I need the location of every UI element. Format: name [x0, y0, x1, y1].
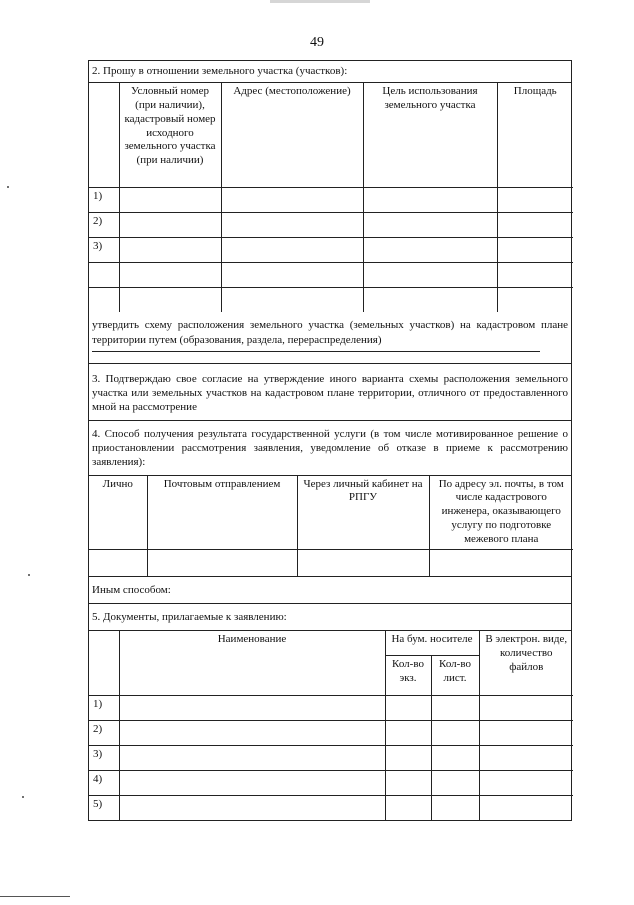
- sheets-cell[interactable]: [431, 770, 479, 795]
- header-document-name: Наименование: [119, 631, 385, 695]
- purpose-cell[interactable]: [363, 237, 497, 262]
- section-2-title: 2. Прошу в отношении земельного участка (участков):: [88, 60, 572, 83]
- area-cell[interactable]: [497, 287, 573, 312]
- sheets-cell[interactable]: [431, 795, 479, 820]
- copies-cell[interactable]: [385, 795, 431, 820]
- scan-artifact: [270, 0, 370, 3]
- table-row: [89, 695, 573, 720]
- page-number: 49: [310, 35, 324, 50]
- documents-header-row: [89, 631, 573, 655]
- header-empty-cell: [89, 631, 119, 695]
- delivery-method-table: [89, 476, 573, 576]
- cadastral-number-cell[interactable]: [119, 287, 221, 312]
- sheets-cell[interactable]: [431, 720, 479, 745]
- document-name-cell[interactable]: [119, 745, 385, 770]
- header-paper: На бум. носителе: [385, 631, 479, 655]
- purpose-cell[interactable]: [363, 212, 497, 237]
- rpgu-checkbox-cell[interactable]: [297, 550, 429, 576]
- documents-table-wrap: [88, 631, 572, 821]
- address-cell[interactable]: [221, 262, 363, 287]
- section-3-consent: 3. Подтверждаю свое согласие на утверждение иного варианта схемы расположения земельного участка или земельных участков на кадастровом плане территории, отличного от предоставленного мной на рассмотрение: [88, 364, 572, 421]
- delivery-header-row: [89, 476, 573, 550]
- other-method[interactable]: Иным способом:: [88, 576, 572, 604]
- row-number: 1): [89, 695, 119, 720]
- land-plot-table-wrap: [88, 83, 572, 312]
- address-cell[interactable]: [221, 212, 363, 237]
- cadastral-number-cell[interactable]: [119, 187, 221, 212]
- area-cell[interactable]: [497, 262, 573, 287]
- files-cell[interactable]: [479, 770, 573, 795]
- delivery-choice-row: [89, 550, 573, 576]
- section-5-title: 5. Документы, прилагаемые к заявлению:: [88, 604, 572, 631]
- purpose-cell[interactable]: [363, 262, 497, 287]
- copies-cell[interactable]: [385, 720, 431, 745]
- documents-table: [89, 631, 573, 820]
- row-number: 1): [89, 187, 119, 212]
- scan-speck: [22, 796, 24, 798]
- header-address: Адрес (местоположение): [221, 83, 363, 187]
- purpose-cell[interactable]: [363, 287, 497, 312]
- copies-cell[interactable]: [385, 770, 431, 795]
- header-copies: Кол-во экз.: [385, 655, 431, 695]
- sheets-cell[interactable]: [431, 695, 479, 720]
- approve-scheme-text: утвердить схему расположения земельного участка (земельных участков) на кадастровом плане территории путем (образования, раздела, перераспределения): [92, 319, 568, 346]
- document-name-cell[interactable]: [119, 795, 385, 820]
- document-name-cell[interactable]: [119, 695, 385, 720]
- option-in-person: Лично: [89, 476, 147, 550]
- table-row: [89, 745, 573, 770]
- files-cell[interactable]: [479, 720, 573, 745]
- header-cadastral-number: Условный номер (при наличии), кадастровый номер исходного земельного участка (при наличии): [119, 83, 221, 187]
- application-form: [88, 60, 572, 821]
- header-area: Площадь: [497, 83, 573, 187]
- option-email: По адресу эл. почты, в том числе кадастрового инженера, оказывающего услугу по подготовке межевого плана: [429, 476, 573, 550]
- purpose-cell[interactable]: [363, 187, 497, 212]
- copies-cell[interactable]: [385, 695, 431, 720]
- scan-edge-line: [0, 896, 70, 897]
- email-checkbox-cell[interactable]: [429, 550, 573, 576]
- option-rpgu-account: Через личный кабинет на РПГУ: [297, 476, 429, 550]
- area-cell[interactable]: [497, 212, 573, 237]
- row-number: 2): [89, 212, 119, 237]
- in-person-checkbox-cell[interactable]: [89, 550, 147, 576]
- approve-scheme-block: [88, 318, 572, 364]
- files-cell[interactable]: [479, 795, 573, 820]
- land-plot-header-row: [89, 83, 573, 187]
- header-sheets: Кол-во лист.: [431, 655, 479, 695]
- table-row: [89, 287, 573, 312]
- land-plot-table: [89, 83, 573, 312]
- files-cell[interactable]: [479, 695, 573, 720]
- cadastral-number-cell[interactable]: [119, 212, 221, 237]
- scan-speck: [7, 186, 9, 188]
- row-number: 3): [89, 237, 119, 262]
- row-number: 2): [89, 720, 119, 745]
- copies-cell[interactable]: [385, 745, 431, 770]
- sheets-cell[interactable]: [431, 745, 479, 770]
- area-cell[interactable]: [497, 187, 573, 212]
- table-row: [89, 720, 573, 745]
- row-number: [89, 262, 119, 287]
- option-by-mail: Почтовым отправлением: [147, 476, 297, 550]
- table-row: [89, 187, 573, 212]
- table-row: [89, 795, 573, 820]
- delivery-method-table-wrap: [88, 476, 572, 576]
- row-number: 3): [89, 745, 119, 770]
- document-name-cell[interactable]: [119, 770, 385, 795]
- cadastral-number-cell[interactable]: [119, 262, 221, 287]
- section-4-title: 4. Способ получения результата государственной услуги (в том числе мотивированное решение о приостановлении рассмотрения заявления, уведомление об отказе в приеме к рассмотрению заявления):: [88, 421, 572, 476]
- cadastral-number-cell[interactable]: [119, 237, 221, 262]
- table-row: [89, 770, 573, 795]
- table-row: [89, 237, 573, 262]
- address-cell[interactable]: [221, 287, 363, 312]
- table-row: [89, 212, 573, 237]
- scan-speck: [28, 574, 30, 576]
- header-empty-cell: [89, 83, 119, 187]
- row-number: 5): [89, 795, 119, 820]
- header-electronic: В электрон. виде, количество файлов: [479, 631, 573, 695]
- header-purpose: Цель использования земельного участка: [363, 83, 497, 187]
- row-number: [89, 287, 119, 312]
- address-cell[interactable]: [221, 187, 363, 212]
- files-cell[interactable]: [479, 745, 573, 770]
- by-mail-checkbox-cell[interactable]: [147, 550, 297, 576]
- row-number: 4): [89, 770, 119, 795]
- table-row: [89, 262, 573, 287]
- area-cell[interactable]: [497, 237, 573, 262]
- document-name-cell[interactable]: [119, 720, 385, 745]
- address-cell[interactable]: [221, 237, 363, 262]
